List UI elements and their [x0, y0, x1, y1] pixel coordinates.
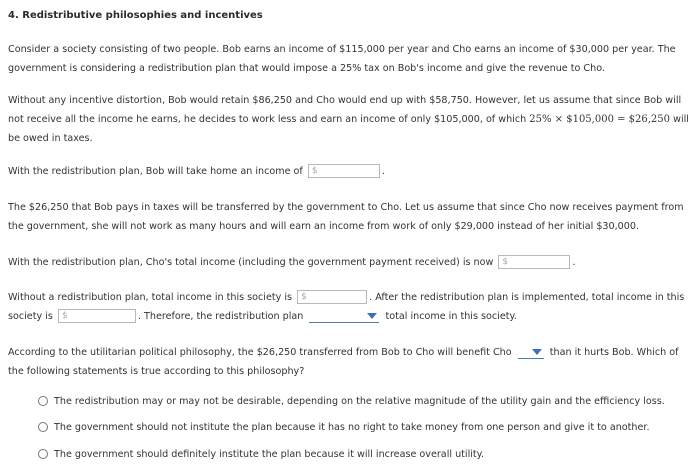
option-label[interactable]: The government should definitely institute the plan because it will increase overall utility.: [54, 449, 485, 460]
utilitarian-tail: than it hurts Bob. Which of the following statements is true according to this philosophy?: [8, 347, 679, 377]
utilitarian-label: According to the utilitarian political philosophy, the $26,250 transferred from Bob to Cho will benefit Cho: [8, 347, 512, 358]
question-cho-income: [8, 253, 692, 272]
chevron-down-icon: [367, 313, 377, 319]
bob-income-input[interactable]: [308, 164, 380, 178]
plan-effect-dropdown[interactable]: [309, 310, 379, 323]
cho-income-input[interactable]: [498, 255, 570, 269]
bob-income-label: With the redistribution plan, Bob will take home an income of: [8, 166, 303, 177]
benefit-comparison-dropdown[interactable]: [518, 346, 544, 359]
total-income-before-placeholder: $: [301, 292, 307, 302]
option-label[interactable]: The government should not institute the plan because it has no right to take money from one person and give it to another.: [54, 422, 650, 433]
question-bob-income: [8, 162, 692, 181]
total-income-after-input[interactable]: [58, 309, 136, 323]
bob-income-placeholder: $: [311, 166, 318, 176]
radio-button[interactable]: [38, 422, 48, 432]
total-income-before-label: Without a redistribution plan, total income in this society is: [8, 292, 293, 303]
tax-formula: 25% × $105,000 = $26,250: [529, 114, 671, 125]
question-utilitarian: [8, 343, 692, 381]
bob-income-period: .: [381, 166, 385, 177]
cho-income-period: .: [572, 257, 576, 268]
transfer-paragraph: [8, 198, 692, 236]
intro-text: Consider a society consisting of two people. Bob earns an income of $115,000 per year and Cho earns an income of $30,000 per year. The government is considering a redistribution plan that would impose a 25% tax on Bob's income and give the revenue to Cho.: [8, 44, 676, 74]
incentive-text: Without any incentive distortion, Bob would retain $86,250 and Cho would end up with $58,750. However, let us assume that since Bob will not receive all the income he earns, he decides to work less and earn an income of only $105,000, of which: [8, 95, 682, 125]
transfer-text: The $26,250 that Bob pays in taxes will be transferred by the government to Cho. Let us assume that since Cho now receives payment from the government, she will not work as many hours and will earn an income from work of only $29,000 instead of her initial $30,000.: [8, 202, 684, 232]
question-total-income: [8, 288, 692, 326]
question-title: 4. Redistributive philosophies and incentives: [8, 10, 263, 21]
incentive-paragraph: [8, 91, 692, 148]
incentive-tail: will be owed in taxes.: [8, 114, 689, 144]
cho-income-placeholder: $: [502, 257, 509, 267]
radio-button[interactable]: [38, 449, 48, 459]
total-income-before-input[interactable]: [297, 290, 367, 304]
chevron-down-icon: [532, 349, 542, 355]
plan-effect-label: . Therefore, the redistribution plan: [137, 311, 304, 322]
total-income-after-placeholder: $: [61, 311, 68, 321]
cho-income-label: With the redistribution plan, Cho's total income (including the government payment received) is now: [8, 257, 494, 268]
option-label[interactable]: The redistribution may or may not be desirable, depending on the relative magnitude of the utility gain and the efficiency loss.: [54, 396, 665, 407]
plan-effect-tail: total income in this society.: [385, 311, 517, 322]
total-income-after-label: . After the redistribution plan is implemented, total income in this society is: [8, 292, 685, 322]
intro-paragraph: [8, 40, 692, 78]
radio-button[interactable]: [38, 396, 48, 406]
